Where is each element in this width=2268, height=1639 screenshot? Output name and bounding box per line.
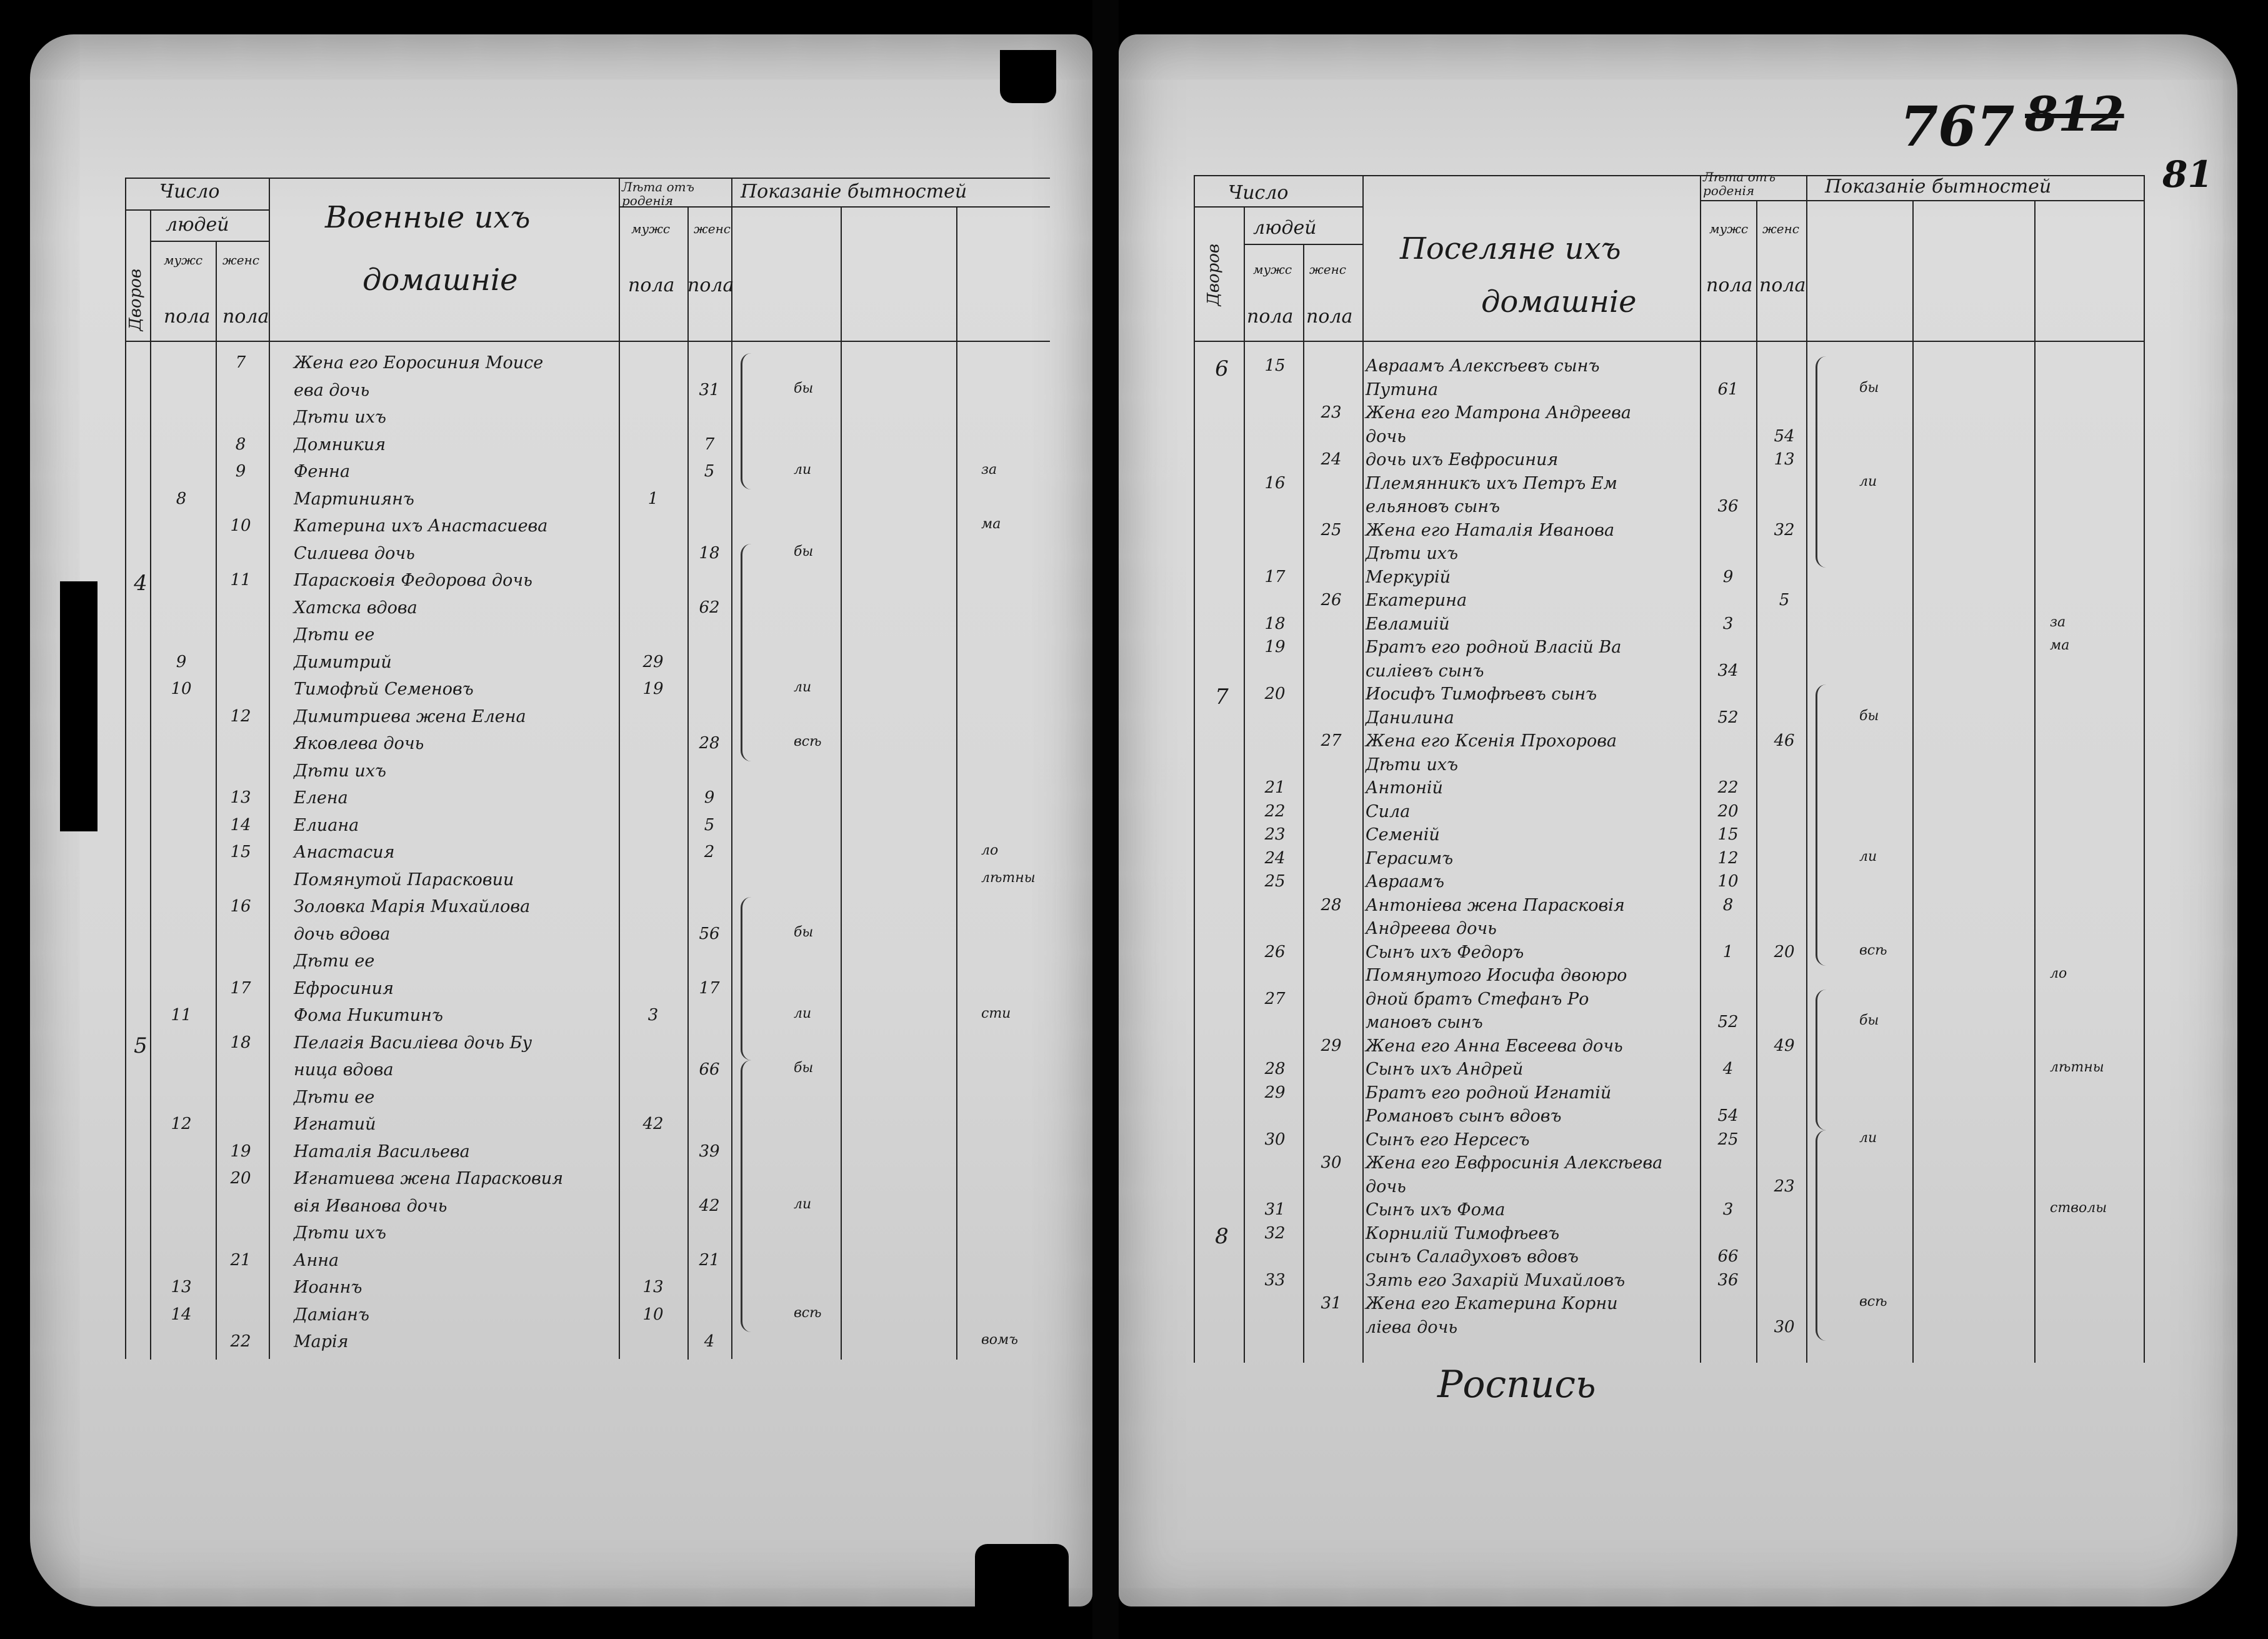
left-testimony-note-right: сти bbox=[981, 1006, 1011, 1021]
right-female-number: 29 bbox=[1321, 1036, 1342, 1055]
left-female-number: 21 bbox=[230, 1250, 251, 1270]
left-female-sex-label: пола bbox=[222, 306, 269, 328]
right-person-entry: мановъ сынъ bbox=[1366, 1013, 1483, 1032]
left-person-entry: Помянутой Парасковии bbox=[294, 870, 514, 890]
left-bracket bbox=[741, 897, 751, 1060]
right-male-number: 20 bbox=[1264, 684, 1286, 703]
right-age-male: 52 bbox=[1717, 1013, 1739, 1031]
right-person-entry: Герасимъ bbox=[1366, 848, 1454, 868]
right-testimony-note: всѣ bbox=[1859, 1294, 1887, 1310]
left-female-number: 8 bbox=[235, 434, 246, 454]
left-male-number: 8 bbox=[176, 489, 187, 508]
left-person-entry: Анна bbox=[294, 1250, 339, 1270]
left-testimony-note: бы bbox=[794, 1060, 814, 1076]
left-people-label: людей bbox=[166, 214, 229, 236]
left-age-female-sex: пола bbox=[687, 274, 734, 296]
left-age-female: 5 bbox=[704, 462, 715, 481]
left-age-female: 5 bbox=[704, 815, 715, 835]
right-person-entry: Племянникъ ихъ Петръ Ем bbox=[1366, 473, 1617, 493]
right-person-entry: Путина bbox=[1366, 379, 1439, 399]
left-person-entry: Фома Никитинъ bbox=[294, 1006, 443, 1025]
folio-number-crossed: 812 bbox=[2025, 86, 2124, 142]
right-female-number: 31 bbox=[1321, 1294, 1342, 1313]
right-testimony-note: бы bbox=[1859, 1013, 1879, 1028]
right-testimony-note-right: лѣтны bbox=[2050, 1060, 2104, 1075]
left-testimony-note: ли bbox=[794, 1196, 812, 1212]
binding-clip-bottom bbox=[975, 1544, 1069, 1639]
right-male-number: 23 bbox=[1264, 825, 1286, 844]
left-person-entry: Анастасия bbox=[294, 843, 395, 862]
left-person-entry: Наталія Васильева bbox=[294, 1141, 470, 1161]
right-household-number: 7 bbox=[1215, 684, 1229, 709]
right-age-male: 9 bbox=[1722, 567, 1734, 586]
left-age-female: 2 bbox=[704, 843, 715, 861]
left-person-entry: Елена bbox=[294, 788, 348, 808]
left-testimony-note-right: лѣтны bbox=[981, 870, 1036, 886]
left-person-entry: дочь вдова bbox=[294, 924, 391, 944]
right-female-number: 28 bbox=[1321, 895, 1342, 915]
right-testimony-note-right: ма bbox=[2050, 638, 2070, 653]
left-age-female: 66 bbox=[699, 1060, 720, 1079]
right-testimony-note-right: за bbox=[2050, 614, 2066, 630]
left-testimony-note: ли bbox=[794, 1006, 812, 1021]
left-person-entry: Пелагія Василіева дочь Бу bbox=[294, 1033, 532, 1053]
right-person-entry: Жена его Матрона Андреева bbox=[1366, 403, 1631, 423]
left-person-entry: Хатска вдова bbox=[294, 598, 417, 618]
left-female-number: 14 bbox=[230, 815, 251, 835]
right-bracket bbox=[1816, 356, 1826, 568]
left-age-female: 28 bbox=[699, 734, 720, 753]
right-person-entry: сынъ Саладуховъ вдовъ bbox=[1366, 1247, 1579, 1266]
left-person-entry: Дѣти ее bbox=[294, 625, 375, 644]
right-male-number: 19 bbox=[1264, 638, 1286, 656]
left-female-number: 17 bbox=[230, 978, 251, 998]
right-testimony-note: всѣ bbox=[1859, 942, 1887, 958]
left-page bbox=[30, 34, 1092, 1606]
right-person-entry: Дѣти ихъ bbox=[1366, 544, 1458, 563]
left-male-sex-label: пола bbox=[164, 306, 211, 328]
right-female-number: 27 bbox=[1321, 731, 1342, 750]
left-testimony-note: бы bbox=[794, 924, 814, 940]
right-person-entry: Сынъ ихъ Федоръ bbox=[1366, 942, 1524, 962]
right-person-entry: ельяновъ сынъ bbox=[1366, 497, 1500, 516]
left-households-label: Дворов bbox=[126, 269, 145, 331]
right-person-entry: Антоніева жена Парасковія bbox=[1366, 895, 1625, 915]
bottom-signature: Роспись bbox=[1437, 1363, 1596, 1406]
right-person-entry: дочь bbox=[1366, 426, 1406, 446]
left-person-entry: Фенна bbox=[294, 462, 351, 481]
right-male-label: мужс bbox=[1253, 262, 1292, 277]
left-male-number: 14 bbox=[171, 1305, 192, 1324]
book-spine bbox=[1092, 0, 1119, 1639]
right-person-entry: Братъ его родной Игнатій bbox=[1366, 1083, 1612, 1103]
left-person-entry: Жена его Еоросиния Моисе bbox=[294, 353, 544, 373]
left-age-female: 9 bbox=[704, 788, 715, 807]
right-age-male: 54 bbox=[1717, 1106, 1739, 1125]
right-age-male: 66 bbox=[1717, 1247, 1739, 1266]
left-female-number: 18 bbox=[230, 1033, 251, 1052]
page-edge-shadow bbox=[60, 581, 97, 831]
left-person-entry: Золовка Марія Михайлова bbox=[294, 897, 531, 916]
right-female-sex-label: пола bbox=[1306, 306, 1353, 328]
left-person-entry: Дѣти ихъ bbox=[294, 1223, 386, 1243]
right-male-number: 18 bbox=[1264, 614, 1286, 633]
right-age-male: 15 bbox=[1717, 825, 1739, 844]
left-person-entry: Иоаннъ bbox=[294, 1278, 362, 1297]
left-age-male: 19 bbox=[642, 679, 664, 698]
right-bracket bbox=[1816, 1130, 1826, 1341]
left-testimony-note: бы bbox=[794, 543, 814, 559]
right-person-entry: Жена его Ксенія Прохорова bbox=[1366, 731, 1617, 751]
left-age-male-sex: пола bbox=[628, 274, 675, 296]
left-testimony-note: ли bbox=[794, 462, 812, 478]
right-female-number: 25 bbox=[1321, 520, 1342, 539]
right-bracket bbox=[1816, 990, 1826, 1130]
left-count-label: Число bbox=[159, 181, 220, 203]
left-female-number: 13 bbox=[230, 788, 251, 807]
right-count-label: Число bbox=[1228, 182, 1289, 204]
right-male-number: 28 bbox=[1264, 1060, 1286, 1078]
left-age-male: 10 bbox=[642, 1305, 664, 1324]
left-female-number: 20 bbox=[230, 1169, 251, 1188]
left-female-number: 15 bbox=[230, 843, 251, 861]
right-person-entry: Сынъ его Нерсесъ bbox=[1366, 1130, 1530, 1150]
left-person-entry: ева дочь bbox=[294, 380, 370, 400]
right-male-number: 16 bbox=[1264, 473, 1286, 493]
left-female-number: 12 bbox=[230, 706, 251, 726]
left-bracket bbox=[741, 544, 751, 761]
left-age-female: 7 bbox=[704, 434, 715, 454]
right-person-entry: силіевъ сынъ bbox=[1366, 661, 1484, 681]
left-testimony-note-right: ма bbox=[981, 516, 1001, 532]
left-person-entry: Дѣти ихъ bbox=[294, 761, 386, 781]
left-testimony-note-right: вомъ bbox=[981, 1332, 1018, 1348]
left-age-female: 17 bbox=[699, 978, 720, 998]
left-person-entry: Дѣти ее bbox=[294, 951, 375, 971]
left-male-number: 9 bbox=[176, 652, 187, 671]
right-age-male: 52 bbox=[1717, 708, 1739, 727]
right-female-number: 30 bbox=[1321, 1153, 1342, 1172]
left-testimony-note-right: ло bbox=[981, 843, 999, 858]
left-age-female: 31 bbox=[699, 380, 720, 399]
right-male-number: 27 bbox=[1264, 989, 1286, 1008]
right-age-male-label: мужс bbox=[1709, 221, 1749, 236]
right-person-entry: Сынъ ихъ Фома bbox=[1366, 1200, 1506, 1220]
left-bracket bbox=[741, 353, 751, 489]
left-person-entry: Елиана bbox=[294, 815, 359, 835]
left-female-number: 22 bbox=[230, 1332, 251, 1351]
left-age-female: 18 bbox=[699, 543, 720, 563]
right-bracket bbox=[1816, 684, 1826, 966]
right-person-entry: Помянутого Иосифа двоюро bbox=[1366, 966, 1627, 985]
right-person-entry: Авраамъ Алексѣевъ сынъ bbox=[1366, 356, 1600, 376]
right-age-female: 13 bbox=[1774, 450, 1795, 469]
binding-clip-top bbox=[1000, 50, 1056, 103]
left-person-entry: вія Иванова дочь bbox=[294, 1196, 447, 1216]
left-age-male: 29 bbox=[642, 652, 664, 671]
left-female-number: 7 bbox=[235, 353, 246, 372]
right-male-number: 17 bbox=[1264, 567, 1286, 586]
right-household-number: 8 bbox=[1215, 1223, 1229, 1249]
right-age-male: 20 bbox=[1717, 801, 1739, 821]
right-age-male: 8 bbox=[1722, 895, 1734, 915]
left-person-entry: Домникия bbox=[294, 434, 386, 454]
right-person-entry: дочь bbox=[1366, 1176, 1406, 1196]
right-testimony-note: ли bbox=[1859, 1130, 1877, 1146]
right-person-entry: Иосифъ Тимофѣевъ сынъ bbox=[1366, 684, 1597, 704]
left-bracket bbox=[741, 1060, 751, 1332]
right-person-entry: Жена его Екатерина Корни bbox=[1366, 1294, 1618, 1313]
right-age-female-sex: пола bbox=[1759, 274, 1806, 296]
right-age-male: 36 bbox=[1717, 1270, 1739, 1290]
left-age-male: 1 bbox=[647, 489, 659, 508]
right-testimony-note: ли bbox=[1859, 848, 1877, 865]
left-testimony-label: Показаніе бытностей bbox=[741, 181, 967, 203]
left-person-entry: Парасковія Федорова дочь bbox=[294, 571, 532, 590]
right-person-entry: Антоній bbox=[1366, 778, 1443, 798]
left-names-subtitle: домашніе bbox=[362, 263, 518, 298]
right-age-female: 5 bbox=[1779, 591, 1790, 609]
left-age-male: 13 bbox=[642, 1278, 664, 1296]
right-female-label: женс bbox=[1309, 262, 1346, 277]
right-male-number: 33 bbox=[1264, 1270, 1286, 1290]
right-age-female: 32 bbox=[1774, 520, 1795, 539]
folio-corner-number: 81 bbox=[2162, 153, 2213, 196]
right-testimony-label: Показаніе бытностей bbox=[1825, 176, 2052, 198]
right-age-male: 3 bbox=[1722, 1200, 1734, 1219]
right-person-entry: Романовъ сынъ вдовъ bbox=[1366, 1106, 1562, 1126]
right-person-entry: Жена его Евфросинія Алексѣева bbox=[1366, 1153, 1663, 1173]
left-age-male-label: мужс bbox=[631, 221, 671, 236]
right-names-title: Поселяне ихъ bbox=[1400, 231, 1621, 266]
right-female-number: 23 bbox=[1321, 403, 1342, 422]
left-person-entry: Яковлева дочь bbox=[294, 734, 424, 753]
left-male-number: 12 bbox=[171, 1115, 192, 1133]
left-male-number: 10 bbox=[171, 679, 192, 698]
right-age-male: 22 bbox=[1717, 778, 1739, 797]
left-testimony-note: всѣ bbox=[794, 1305, 822, 1321]
left-person-entry: Димитриева жена Елена bbox=[294, 706, 526, 726]
right-person-entry: Зять его Захарій Михайловъ bbox=[1366, 1270, 1626, 1290]
right-age-female: 23 bbox=[1774, 1176, 1795, 1196]
left-age-female-label: женс bbox=[694, 221, 731, 236]
right-female-number: 26 bbox=[1321, 591, 1342, 609]
right-person-entry: Корнилій Тимофѣевъ bbox=[1366, 1223, 1560, 1243]
left-age-female: 56 bbox=[699, 924, 720, 943]
right-person-entry: Сила bbox=[1366, 801, 1411, 821]
left-female-number: 10 bbox=[230, 516, 251, 535]
right-age-male: 3 bbox=[1722, 614, 1734, 633]
left-age-female: 39 bbox=[699, 1141, 720, 1161]
right-age-male: 36 bbox=[1717, 497, 1739, 516]
right-female-number: 24 bbox=[1321, 450, 1342, 469]
right-testimony-note-right: ло bbox=[2050, 966, 2067, 981]
left-female-number: 9 bbox=[235, 462, 246, 481]
right-age-male: 34 bbox=[1717, 661, 1739, 680]
right-age-male-sex: пола bbox=[1706, 274, 1753, 296]
right-testimony-note-right: стволы bbox=[2050, 1200, 2107, 1216]
right-age-male: 61 bbox=[1717, 379, 1739, 399]
left-female-label: женс bbox=[222, 253, 259, 268]
right-male-number: 24 bbox=[1264, 848, 1286, 868]
left-age-female: 62 bbox=[699, 598, 720, 617]
right-age-female: 54 bbox=[1774, 426, 1795, 446]
right-male-number: 29 bbox=[1264, 1083, 1286, 1102]
left-person-entry: Силиева дочь bbox=[294, 543, 415, 563]
left-household-number: 5 bbox=[134, 1033, 147, 1058]
left-female-number: 19 bbox=[230, 1141, 251, 1161]
left-testimony-note-right: за bbox=[981, 462, 997, 478]
right-testimony-note: бы bbox=[1859, 708, 1879, 724]
right-age-female: 46 bbox=[1774, 731, 1795, 750]
left-person-entry: Даміанъ bbox=[294, 1305, 369, 1325]
right-age-female: 30 bbox=[1774, 1317, 1795, 1336]
right-age-female: 49 bbox=[1774, 1036, 1795, 1055]
left-age-female: 42 bbox=[699, 1196, 720, 1215]
left-person-entry: ница вдова bbox=[294, 1060, 394, 1080]
right-person-entry: Дѣти ихъ bbox=[1366, 754, 1458, 774]
left-person-entry: Ефросиния bbox=[294, 978, 394, 998]
left-person-entry: Дѣти ее bbox=[294, 1087, 375, 1107]
right-testimony-note: бы bbox=[1859, 379, 1879, 396]
right-person-entry: Андреева дочь bbox=[1366, 919, 1497, 938]
right-male-number: 15 bbox=[1264, 356, 1286, 375]
left-male-label: мужс bbox=[164, 253, 203, 268]
right-person-entry: Екатерина bbox=[1366, 591, 1467, 610]
right-age-male: 10 bbox=[1717, 872, 1739, 891]
right-male-number: 22 bbox=[1264, 801, 1286, 821]
right-households-label: Дворов bbox=[1204, 244, 1223, 306]
left-testimony-note: всѣ bbox=[794, 734, 822, 749]
right-male-number: 26 bbox=[1264, 942, 1286, 961]
folio-number: 767 bbox=[1900, 94, 2015, 159]
right-male-number: 25 bbox=[1264, 872, 1286, 891]
left-person-entry: Марія bbox=[294, 1332, 349, 1351]
right-age-male: 25 bbox=[1717, 1130, 1739, 1149]
left-age-female: 21 bbox=[699, 1250, 720, 1270]
left-person-entry: Мартиниянъ bbox=[294, 489, 414, 509]
right-male-number: 31 bbox=[1264, 1200, 1286, 1219]
right-person-entry: Евламиій bbox=[1366, 614, 1450, 634]
right-age-male: 12 bbox=[1717, 848, 1739, 868]
right-person-entry: Меркурій bbox=[1366, 567, 1451, 587]
right-person-entry: дочь ихъ Евфросиния bbox=[1366, 450, 1559, 469]
left-person-entry: Игнатиева жена Парасковия bbox=[294, 1169, 564, 1188]
left-age-female: 4 bbox=[704, 1332, 715, 1351]
left-age-male: 42 bbox=[642, 1115, 664, 1133]
right-person-entry: Семеній bbox=[1366, 825, 1440, 845]
left-person-entry: Димитрий bbox=[294, 652, 392, 672]
right-age-male: 1 bbox=[1722, 942, 1734, 961]
right-people-label: людей bbox=[1253, 217, 1317, 239]
left-male-number: 11 bbox=[171, 1006, 192, 1025]
right-age-female-label: женс bbox=[1762, 221, 1799, 236]
right-household-number: 6 bbox=[1215, 356, 1229, 381]
right-person-entry: ліева дочь bbox=[1366, 1317, 1458, 1337]
left-testimony-note: бы bbox=[794, 380, 814, 396]
left-person-entry: Тимофѣй Семеновъ bbox=[294, 679, 474, 699]
right-person-entry: дной братъ Стефанъ Ро bbox=[1366, 989, 1589, 1009]
left-names-title: Военные ихъ bbox=[325, 200, 531, 235]
left-person-entry: Дѣти ихъ bbox=[294, 408, 386, 427]
right-male-number: 21 bbox=[1264, 778, 1286, 797]
right-person-entry: Жена его Наталія Иванова bbox=[1366, 520, 1615, 540]
left-age-male: 3 bbox=[647, 1006, 659, 1025]
right-names-subtitle: домашніе bbox=[1481, 284, 1637, 319]
right-age-female: 20 bbox=[1774, 942, 1795, 961]
right-male-number: 32 bbox=[1264, 1223, 1286, 1243]
right-person-entry: Авраамъ bbox=[1366, 872, 1445, 891]
right-person-entry: Сынъ ихъ Андрей bbox=[1366, 1060, 1524, 1079]
right-male-number: 30 bbox=[1264, 1130, 1286, 1149]
left-person-entry: Катерина ихъ Анастасиева bbox=[294, 516, 548, 536]
right-age-label: Лѣта отъ роденія bbox=[1703, 169, 1776, 198]
left-age-label: Лѣта отъ роденія bbox=[622, 179, 694, 208]
right-age-male: 4 bbox=[1722, 1060, 1734, 1078]
right-person-entry: Жена его Анна Евсеева дочь bbox=[1366, 1036, 1623, 1056]
left-person-entry: Игнатий bbox=[294, 1115, 376, 1134]
right-person-entry: Братъ его родной Власій Ва bbox=[1366, 638, 1622, 657]
left-male-number: 13 bbox=[171, 1278, 192, 1296]
right-testimony-note: ли bbox=[1859, 473, 1877, 489]
right-person-entry: Данилина bbox=[1366, 708, 1454, 728]
left-female-number: 16 bbox=[230, 897, 251, 916]
right-male-sex-label: пола bbox=[1247, 306, 1294, 328]
left-household-number: 4 bbox=[134, 571, 147, 596]
left-female-number: 11 bbox=[230, 571, 251, 589]
left-testimony-note: ли bbox=[794, 679, 812, 695]
